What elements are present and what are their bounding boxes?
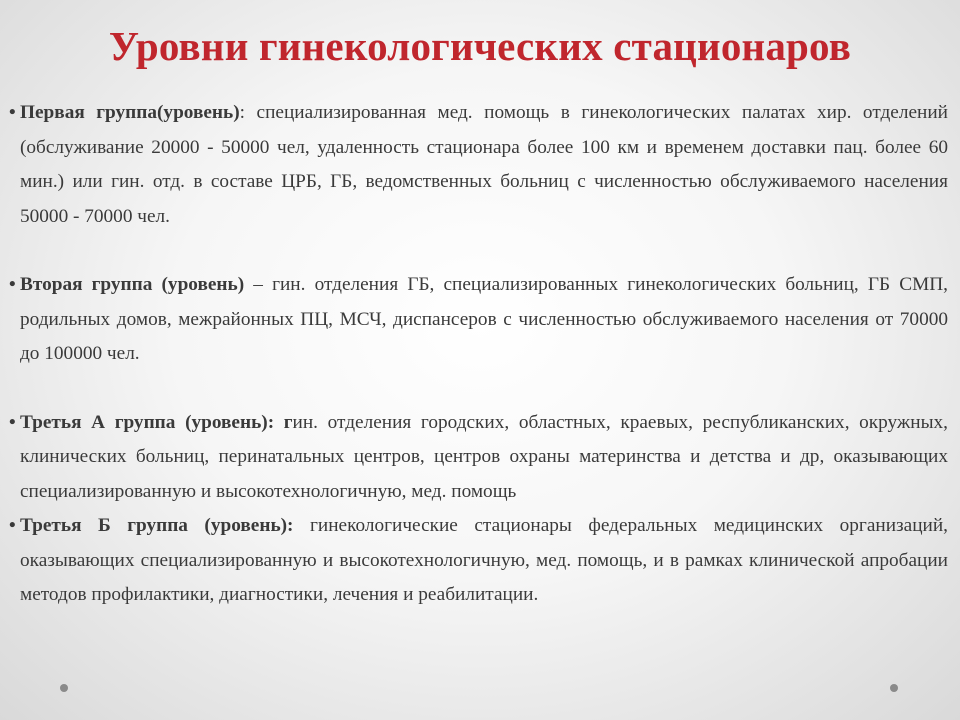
slide-title: Уровни гинекологических стационаров [108,23,852,69]
item-lead: Третья А группа (уровень): г [20,411,293,433]
slide-content [9,96,948,613]
item-lead: Вторая группа (уровень) [20,274,245,295]
list-item-group-3a [9,406,948,510]
item-text: гинекологические стационары федеральных медицинских организаций, оказывающих специализированную и высокотехнологичную, мед. помощь, и в рамках клинической апробации методов профилактики, диагностики, лечения и реабилитации. [20,515,948,605]
bullet-icon: • [9,515,16,536]
decor-dot-right [890,684,898,692]
list-item-group-1 [9,96,948,234]
bullet-icon: • [9,411,16,433]
bullet-icon: • [9,102,16,123]
item-lead: Третья Б группа (уровень): [20,515,294,536]
decor-dot-left [60,684,68,692]
item-text: – гин. отделения ГБ, специализированных гинекологических больниц, ГБ СМП, родильных домов, межрайонных ПЦ, МСЧ, диспансеров с численностью обслуживаемого населения от 70000 до 100000 чел. [20,274,948,364]
list-item-group-3b [9,509,948,613]
bullet-icon: • [9,274,16,295]
item-text: ин. отделения городских, областных, краевых, республиканских, окружных, клинических больниц, перинатальных центров, центров охраны материнства и детства и др, оказывающих специализированную и высокотехнологичную, мед. помощь [20,411,948,502]
item-text: : специализированная мед. помощь в гинекологических палатах хир. отделений (обслуживание 20000 - 50000 чел, удаленность стационара более 100 км и временем доставки пац. более 60 мин.) или гин. отд. в составе ЦРБ, ГБ, ведомственных больниц с численностью обслуживаемого населения 50000 - 70000 чел. [20,102,948,227]
list-item-group-2 [9,268,948,372]
item-lead: Первая группа(уровень) [20,102,240,123]
